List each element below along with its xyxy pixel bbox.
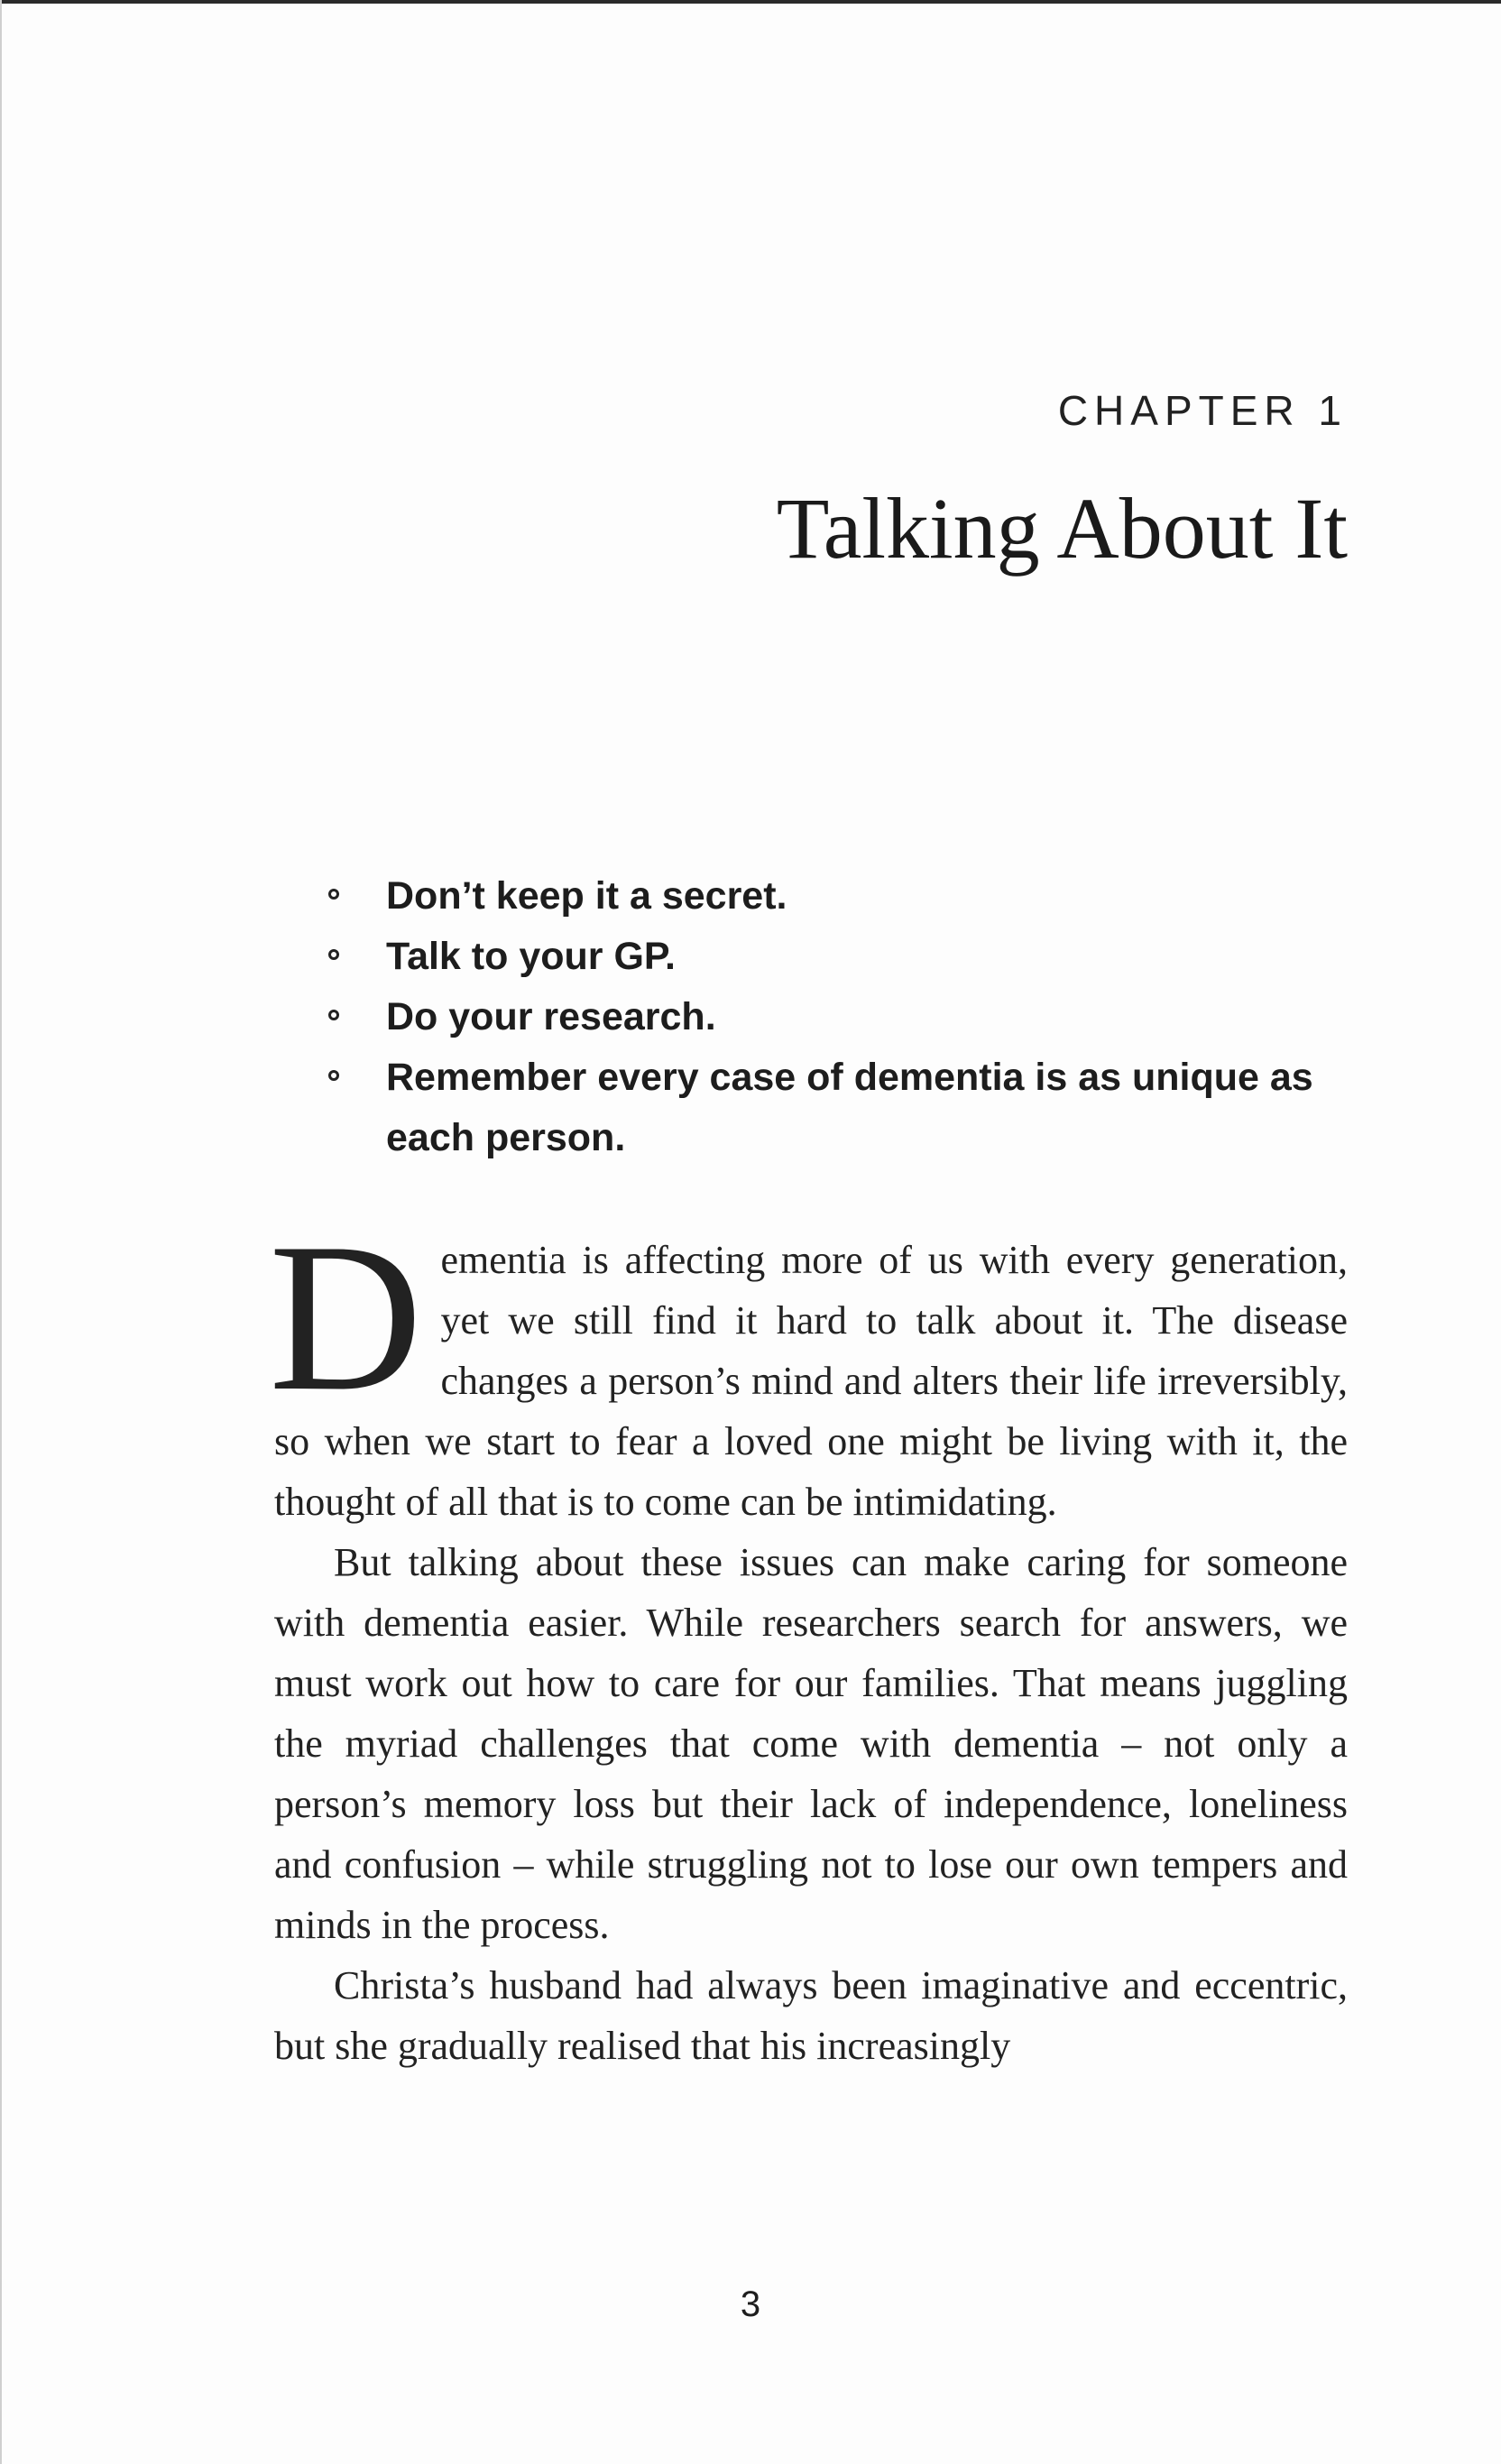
bullet-icon xyxy=(328,1070,339,1081)
key-point-item xyxy=(325,927,1353,987)
key-point-text: Don’t keep it a secret. xyxy=(386,874,787,918)
paragraph-2: But talking about these issues can make caring for someone with dementia easier. While researchers search for answers, we must work out how to care for our families. That means juggling the myriad challenges that come with dementia – not only a person’s memory loss but their lack of independence, loneliness and confusion – while struggling not to lose our own tempers and minds in the process. xyxy=(274,1540,1348,1947)
paragraph-3: Christa’s husband had always been imaginative and eccentric, but she gradually realised that his increasingly xyxy=(274,1963,1348,2068)
key-point-text: Talk to your GP. xyxy=(386,935,676,978)
bullet-icon xyxy=(328,889,339,900)
key-point-item xyxy=(325,1047,1353,1168)
paragraph-1-text: ementia is affecting more of us with every generation, yet we still find it hard to talk about it. The disease changes a person’s mind and alters their life irreversibly, so when we start to fear a loved one might be living with it, the thought of all that is to come can be intimidating. xyxy=(274,1238,1348,1524)
drop-cap: D xyxy=(269,1200,423,1435)
body-text xyxy=(269,1200,1348,2076)
page-left-edge xyxy=(0,0,2,2464)
key-point-text: Remember every case of dementia is as unique as each person. xyxy=(386,1056,1313,1159)
chapter-label: CHAPTER 1 xyxy=(1057,387,1348,434)
key-point-item xyxy=(325,866,1353,927)
key-points-list xyxy=(325,866,1353,1168)
page-top-edge xyxy=(0,0,1501,4)
key-point-item xyxy=(325,987,1353,1047)
bullet-icon xyxy=(328,949,339,960)
paragraph-1 xyxy=(269,1200,1348,1532)
page-number: 3 xyxy=(740,2284,761,2324)
chapter-title: Talking About It xyxy=(776,480,1348,577)
bullet-icon xyxy=(328,1010,339,1020)
key-point-text: Do your research. xyxy=(386,995,716,1038)
